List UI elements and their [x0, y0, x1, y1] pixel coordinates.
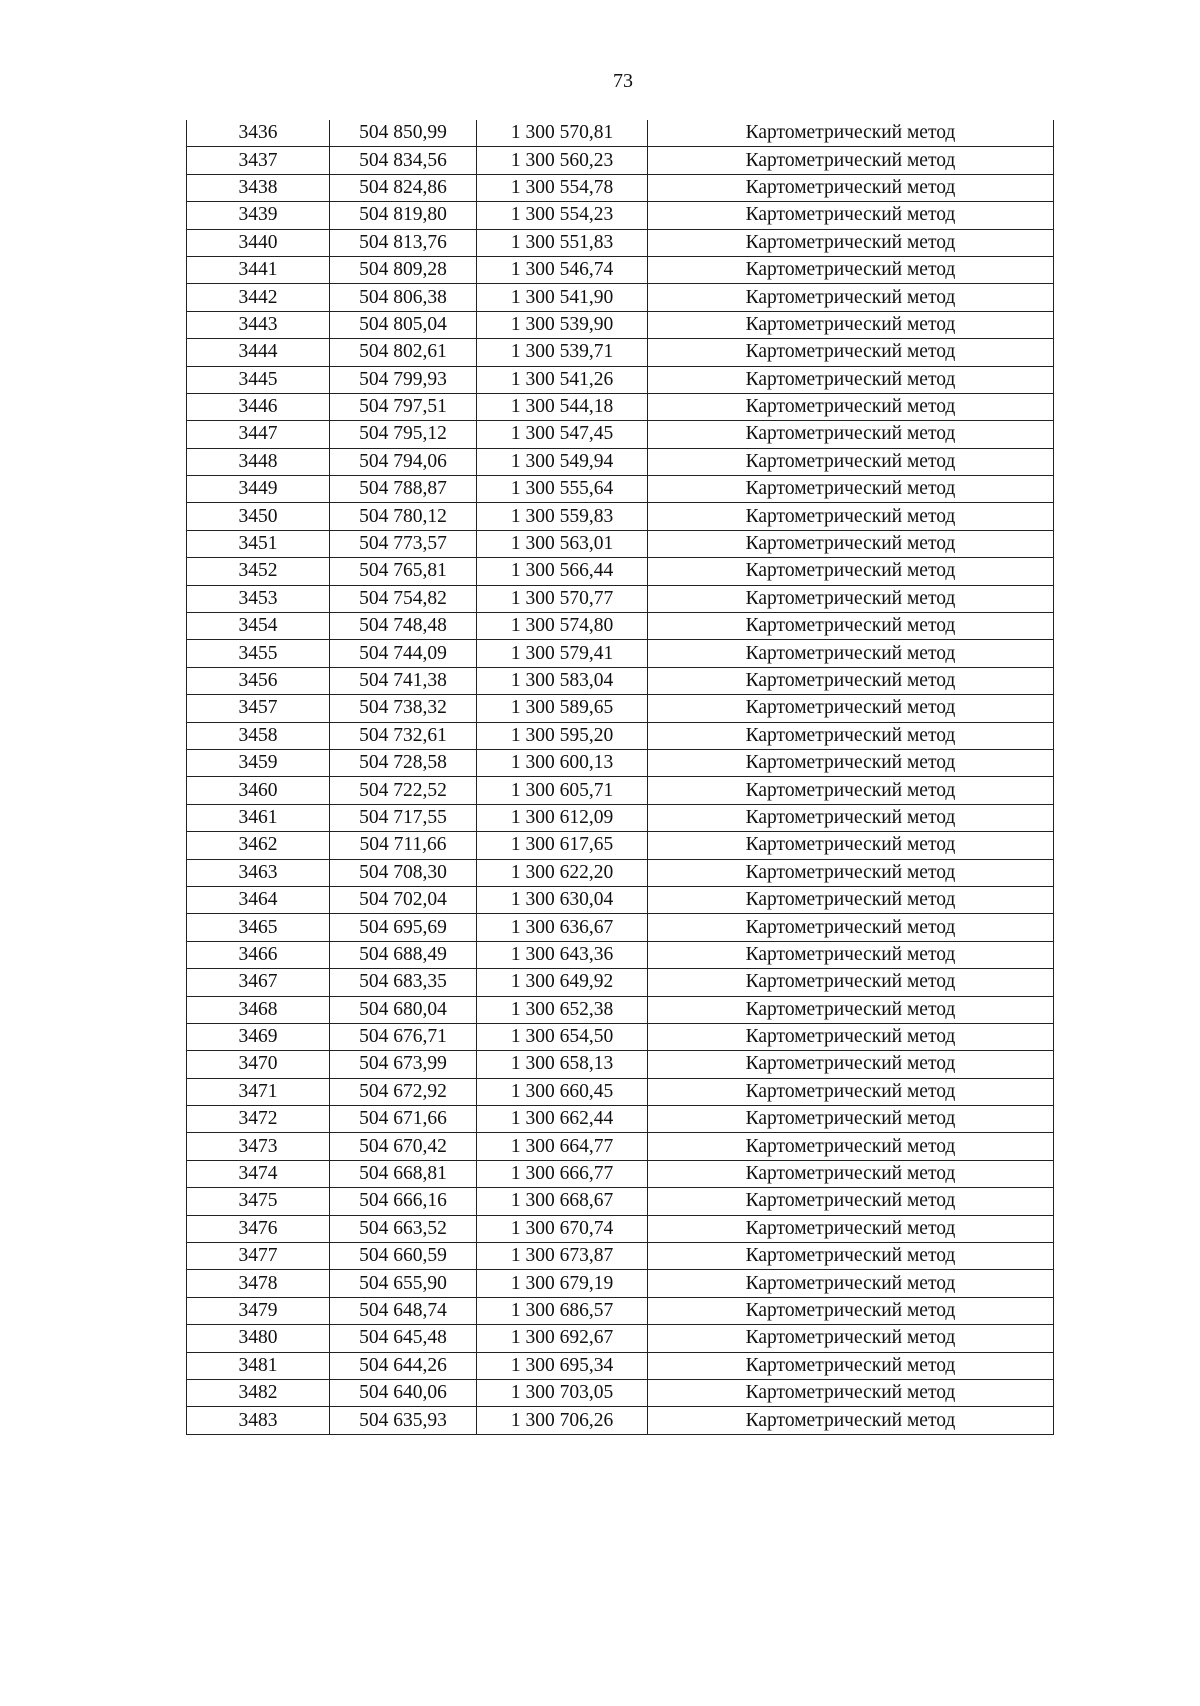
- table-row: [187, 996, 1054, 1023]
- y-coordinate-cell: 1 300 560,23: [477, 147, 648, 174]
- method-cell: Картометрический метод: [648, 749, 1054, 776]
- table-row: [187, 667, 1054, 694]
- x-coordinate-cell: 504 660,59: [330, 1243, 477, 1270]
- point-number-cell: 3449: [187, 476, 330, 503]
- method-cell: Картометрический метод: [648, 147, 1054, 174]
- table-row: [187, 503, 1054, 530]
- point-number-cell: 3483: [187, 1407, 330, 1434]
- method-cell: Картометрический метод: [648, 1188, 1054, 1215]
- x-coordinate-cell: 504 672,92: [330, 1078, 477, 1105]
- y-coordinate-cell: 1 300 692,67: [477, 1325, 648, 1352]
- point-number-cell: 3462: [187, 832, 330, 859]
- table-row: [187, 1078, 1054, 1105]
- y-coordinate-cell: 1 300 583,04: [477, 667, 648, 694]
- x-coordinate-cell: 504 722,52: [330, 777, 477, 804]
- y-coordinate-cell: 1 300 559,83: [477, 503, 648, 530]
- y-coordinate-cell: 1 300 664,77: [477, 1133, 648, 1160]
- y-coordinate-cell: 1 300 570,81: [477, 120, 648, 147]
- method-cell: Картометрический метод: [648, 1325, 1054, 1352]
- method-cell: Картометрический метод: [648, 914, 1054, 941]
- method-cell: Картометрический метод: [648, 1243, 1054, 1270]
- table-row: [187, 886, 1054, 913]
- table-row: [187, 1133, 1054, 1160]
- x-coordinate-cell: 504 819,80: [330, 202, 477, 229]
- x-coordinate-cell: 504 732,61: [330, 722, 477, 749]
- method-cell: Картометрический метод: [648, 969, 1054, 996]
- table-row: [187, 1297, 1054, 1324]
- table-row: [187, 366, 1054, 393]
- y-coordinate-cell: 1 300 622,20: [477, 859, 648, 886]
- y-coordinate-cell: 1 300 546,74: [477, 256, 648, 283]
- point-number-cell: 3459: [187, 749, 330, 776]
- point-number-cell: 3481: [187, 1352, 330, 1379]
- table-row: [187, 832, 1054, 859]
- table-row: [187, 421, 1054, 448]
- point-number-cell: 3441: [187, 256, 330, 283]
- method-cell: Картометрический метод: [648, 256, 1054, 283]
- method-cell: Картометрический метод: [648, 311, 1054, 338]
- method-cell: Картометрический метод: [648, 613, 1054, 640]
- point-number-cell: 3454: [187, 613, 330, 640]
- table-row: [187, 777, 1054, 804]
- x-coordinate-cell: 504 754,82: [330, 585, 477, 612]
- table-row: [187, 558, 1054, 585]
- point-number-cell: 3477: [187, 1243, 330, 1270]
- method-cell: Картометрический метод: [648, 585, 1054, 612]
- table-row: [187, 311, 1054, 338]
- x-coordinate-cell: 504 765,81: [330, 558, 477, 585]
- table-row: [187, 1243, 1054, 1270]
- x-coordinate-cell: 504 668,81: [330, 1160, 477, 1187]
- x-coordinate-cell: 504 738,32: [330, 695, 477, 722]
- point-number-cell: 3439: [187, 202, 330, 229]
- table-row: [187, 613, 1054, 640]
- y-coordinate-cell: 1 300 670,74: [477, 1215, 648, 1242]
- x-coordinate-cell: 504 813,76: [330, 229, 477, 256]
- method-cell: Картометрический метод: [648, 229, 1054, 256]
- x-coordinate-cell: 504 708,30: [330, 859, 477, 886]
- table-row: [187, 585, 1054, 612]
- point-number-cell: 3455: [187, 640, 330, 667]
- table-row: [187, 1407, 1054, 1434]
- y-coordinate-cell: 1 300 547,45: [477, 421, 648, 448]
- table-row: [187, 1215, 1054, 1242]
- point-number-cell: 3444: [187, 339, 330, 366]
- x-coordinate-cell: 504 663,52: [330, 1215, 477, 1242]
- point-number-cell: 3452: [187, 558, 330, 585]
- y-coordinate-cell: 1 300 566,44: [477, 558, 648, 585]
- method-cell: Картометрический метод: [648, 1106, 1054, 1133]
- y-coordinate-cell: 1 300 563,01: [477, 530, 648, 557]
- method-cell: Картометрический метод: [648, 1133, 1054, 1160]
- x-coordinate-cell: 504 809,28: [330, 256, 477, 283]
- y-coordinate-cell: 1 300 554,78: [477, 174, 648, 201]
- x-coordinate-cell: 504 683,35: [330, 969, 477, 996]
- y-coordinate-cell: 1 300 695,34: [477, 1352, 648, 1379]
- y-coordinate-cell: 1 300 612,09: [477, 804, 648, 831]
- x-coordinate-cell: 504 797,51: [330, 393, 477, 420]
- method-cell: Картометрический метод: [648, 284, 1054, 311]
- table-row: [187, 804, 1054, 831]
- y-coordinate-cell: 1 300 541,26: [477, 366, 648, 393]
- y-coordinate-cell: 1 300 551,83: [477, 229, 648, 256]
- y-coordinate-cell: 1 300 549,94: [477, 448, 648, 475]
- method-cell: Картометрический метод: [648, 339, 1054, 366]
- x-coordinate-cell: 504 717,55: [330, 804, 477, 831]
- x-coordinate-cell: 504 780,12: [330, 503, 477, 530]
- method-cell: Картометрический метод: [648, 1023, 1054, 1050]
- y-coordinate-cell: 1 300 654,50: [477, 1023, 648, 1050]
- y-coordinate-cell: 1 300 658,13: [477, 1051, 648, 1078]
- point-number-cell: 3471: [187, 1078, 330, 1105]
- point-number-cell: 3469: [187, 1023, 330, 1050]
- method-cell: Картометрический метод: [648, 722, 1054, 749]
- table-row: [187, 859, 1054, 886]
- method-cell: Картометрический метод: [648, 120, 1054, 147]
- y-coordinate-cell: 1 300 643,36: [477, 941, 648, 968]
- x-coordinate-cell: 504 824,86: [330, 174, 477, 201]
- table-row: [187, 640, 1054, 667]
- table-row: [187, 1188, 1054, 1215]
- method-cell: Картометрический метод: [648, 996, 1054, 1023]
- point-number-cell: 3466: [187, 941, 330, 968]
- x-coordinate-cell: 504 670,42: [330, 1133, 477, 1160]
- table-row: [187, 1379, 1054, 1406]
- point-number-cell: 3436: [187, 120, 330, 147]
- point-number-cell: 3447: [187, 421, 330, 448]
- y-coordinate-cell: 1 300 673,87: [477, 1243, 648, 1270]
- point-number-cell: 3475: [187, 1188, 330, 1215]
- y-coordinate-cell: 1 300 589,65: [477, 695, 648, 722]
- table-row: [187, 530, 1054, 557]
- x-coordinate-cell: 504 695,69: [330, 914, 477, 941]
- y-coordinate-cell: 1 300 666,77: [477, 1160, 648, 1187]
- y-coordinate-cell: 1 300 544,18: [477, 393, 648, 420]
- point-number-cell: 3470: [187, 1051, 330, 1078]
- y-coordinate-cell: 1 300 539,90: [477, 311, 648, 338]
- point-number-cell: 3440: [187, 229, 330, 256]
- method-cell: Картометрический метод: [648, 1352, 1054, 1379]
- x-coordinate-cell: 504 635,93: [330, 1407, 477, 1434]
- method-cell: Картометрический метод: [648, 1078, 1054, 1105]
- table-row: [187, 941, 1054, 968]
- table-row: [187, 1352, 1054, 1379]
- y-coordinate-cell: 1 300 605,71: [477, 777, 648, 804]
- method-cell: Картометрический метод: [648, 859, 1054, 886]
- method-cell: Картометрический метод: [648, 1379, 1054, 1406]
- method-cell: Картометрический метод: [648, 366, 1054, 393]
- method-cell: Картометрический метод: [648, 886, 1054, 913]
- x-coordinate-cell: 504 680,04: [330, 996, 477, 1023]
- method-cell: Картометрический метод: [648, 1160, 1054, 1187]
- table-row: [187, 695, 1054, 722]
- coordinates-table: [186, 120, 1054, 1435]
- x-coordinate-cell: 504 805,04: [330, 311, 477, 338]
- y-coordinate-cell: 1 300 539,71: [477, 339, 648, 366]
- x-coordinate-cell: 504 666,16: [330, 1188, 477, 1215]
- table-row: [187, 1106, 1054, 1133]
- x-coordinate-cell: 504 671,66: [330, 1106, 477, 1133]
- point-number-cell: 3451: [187, 530, 330, 557]
- method-cell: Картометрический метод: [648, 1215, 1054, 1242]
- table-row: [187, 476, 1054, 503]
- method-cell: Картометрический метод: [648, 174, 1054, 201]
- y-coordinate-cell: 1 300 703,05: [477, 1379, 648, 1406]
- table-row: [187, 120, 1054, 147]
- table-row: [187, 1270, 1054, 1297]
- y-coordinate-cell: 1 300 630,04: [477, 886, 648, 913]
- page-number: 73: [613, 70, 633, 92]
- y-coordinate-cell: 1 300 570,77: [477, 585, 648, 612]
- x-coordinate-cell: 504 799,93: [330, 366, 477, 393]
- y-coordinate-cell: 1 300 574,80: [477, 613, 648, 640]
- method-cell: Картометрический метод: [648, 1297, 1054, 1324]
- y-coordinate-cell: 1 300 595,20: [477, 722, 648, 749]
- point-number-cell: 3446: [187, 393, 330, 420]
- point-number-cell: 3479: [187, 1297, 330, 1324]
- table-row: [187, 1160, 1054, 1187]
- x-coordinate-cell: 504 802,61: [330, 339, 477, 366]
- point-number-cell: 3448: [187, 448, 330, 475]
- y-coordinate-cell: 1 300 686,57: [477, 1297, 648, 1324]
- point-number-cell: 3453: [187, 585, 330, 612]
- method-cell: Картометрический метод: [648, 448, 1054, 475]
- x-coordinate-cell: 504 688,49: [330, 941, 477, 968]
- table-row: [187, 339, 1054, 366]
- point-number-cell: 3465: [187, 914, 330, 941]
- method-cell: Картометрический метод: [648, 667, 1054, 694]
- point-number-cell: 3467: [187, 969, 330, 996]
- x-coordinate-cell: 504 773,57: [330, 530, 477, 557]
- method-cell: Картометрический метод: [648, 530, 1054, 557]
- point-number-cell: 3476: [187, 1215, 330, 1242]
- x-coordinate-cell: 504 741,38: [330, 667, 477, 694]
- y-coordinate-cell: 1 300 617,65: [477, 832, 648, 859]
- point-number-cell: 3458: [187, 722, 330, 749]
- y-coordinate-cell: 1 300 636,67: [477, 914, 648, 941]
- point-number-cell: 3456: [187, 667, 330, 694]
- y-coordinate-cell: 1 300 660,45: [477, 1078, 648, 1105]
- point-number-cell: 3450: [187, 503, 330, 530]
- point-number-cell: 3460: [187, 777, 330, 804]
- point-number-cell: 3478: [187, 1270, 330, 1297]
- x-coordinate-cell: 504 748,48: [330, 613, 477, 640]
- x-coordinate-cell: 504 795,12: [330, 421, 477, 448]
- x-coordinate-cell: 504 676,71: [330, 1023, 477, 1050]
- table-row: [187, 914, 1054, 941]
- x-coordinate-cell: 504 834,56: [330, 147, 477, 174]
- method-cell: Картометрический метод: [648, 421, 1054, 448]
- method-cell: Картометрический метод: [648, 476, 1054, 503]
- table-row: [187, 229, 1054, 256]
- table-row: [187, 1051, 1054, 1078]
- point-number-cell: 3437: [187, 147, 330, 174]
- y-coordinate-cell: 1 300 649,92: [477, 969, 648, 996]
- y-coordinate-cell: 1 300 554,23: [477, 202, 648, 229]
- x-coordinate-cell: 504 702,04: [330, 886, 477, 913]
- point-number-cell: 3473: [187, 1133, 330, 1160]
- point-number-cell: 3464: [187, 886, 330, 913]
- table-row: [187, 969, 1054, 996]
- y-coordinate-cell: 1 300 706,26: [477, 1407, 648, 1434]
- method-cell: Картометрический метод: [648, 558, 1054, 585]
- y-coordinate-cell: 1 300 555,64: [477, 476, 648, 503]
- point-number-cell: 3442: [187, 284, 330, 311]
- table-row: [187, 256, 1054, 283]
- point-number-cell: 3461: [187, 804, 330, 831]
- table-body: [187, 120, 1054, 1434]
- y-coordinate-cell: 1 300 600,13: [477, 749, 648, 776]
- point-number-cell: 3482: [187, 1379, 330, 1406]
- method-cell: Картометрический метод: [648, 1051, 1054, 1078]
- x-coordinate-cell: 504 711,66: [330, 832, 477, 859]
- table-row: [187, 722, 1054, 749]
- table-row: [187, 147, 1054, 174]
- y-coordinate-cell: 1 300 668,67: [477, 1188, 648, 1215]
- method-cell: Картометрический метод: [648, 1407, 1054, 1434]
- method-cell: Картометрический метод: [648, 202, 1054, 229]
- table-row: [187, 1023, 1054, 1050]
- point-number-cell: 3463: [187, 859, 330, 886]
- point-number-cell: 3480: [187, 1325, 330, 1352]
- y-coordinate-cell: 1 300 541,90: [477, 284, 648, 311]
- method-cell: Картометрический метод: [648, 640, 1054, 667]
- x-coordinate-cell: 504 673,99: [330, 1051, 477, 1078]
- table-row: [187, 1325, 1054, 1352]
- point-number-cell: 3438: [187, 174, 330, 201]
- x-coordinate-cell: 504 788,87: [330, 476, 477, 503]
- point-number-cell: 3474: [187, 1160, 330, 1187]
- table-row: [187, 202, 1054, 229]
- x-coordinate-cell: 504 648,74: [330, 1297, 477, 1324]
- table-row: [187, 448, 1054, 475]
- y-coordinate-cell: 1 300 662,44: [477, 1106, 648, 1133]
- table-row: [187, 174, 1054, 201]
- y-coordinate-cell: 1 300 679,19: [477, 1270, 648, 1297]
- point-number-cell: 3472: [187, 1106, 330, 1133]
- method-cell: Картометрический метод: [648, 503, 1054, 530]
- x-coordinate-cell: 504 644,26: [330, 1352, 477, 1379]
- point-number-cell: 3457: [187, 695, 330, 722]
- method-cell: Картометрический метод: [648, 1270, 1054, 1297]
- method-cell: Картометрический метод: [648, 695, 1054, 722]
- x-coordinate-cell: 504 850,99: [330, 120, 477, 147]
- x-coordinate-cell: 504 794,06: [330, 448, 477, 475]
- method-cell: Картометрический метод: [648, 941, 1054, 968]
- method-cell: Картометрический метод: [648, 804, 1054, 831]
- point-number-cell: 3445: [187, 366, 330, 393]
- method-cell: Картометрический метод: [648, 393, 1054, 420]
- y-coordinate-cell: 1 300 652,38: [477, 996, 648, 1023]
- table-row: [187, 284, 1054, 311]
- point-number-cell: 3443: [187, 311, 330, 338]
- point-number-cell: 3468: [187, 996, 330, 1023]
- x-coordinate-cell: 504 806,38: [330, 284, 477, 311]
- x-coordinate-cell: 504 744,09: [330, 640, 477, 667]
- x-coordinate-cell: 504 655,90: [330, 1270, 477, 1297]
- method-cell: Картометрический метод: [648, 777, 1054, 804]
- method-cell: Картометрический метод: [648, 832, 1054, 859]
- x-coordinate-cell: 504 645,48: [330, 1325, 477, 1352]
- table-row: [187, 749, 1054, 776]
- x-coordinate-cell: 504 728,58: [330, 749, 477, 776]
- y-coordinate-cell: 1 300 579,41: [477, 640, 648, 667]
- table-row: [187, 393, 1054, 420]
- x-coordinate-cell: 504 640,06: [330, 1379, 477, 1406]
